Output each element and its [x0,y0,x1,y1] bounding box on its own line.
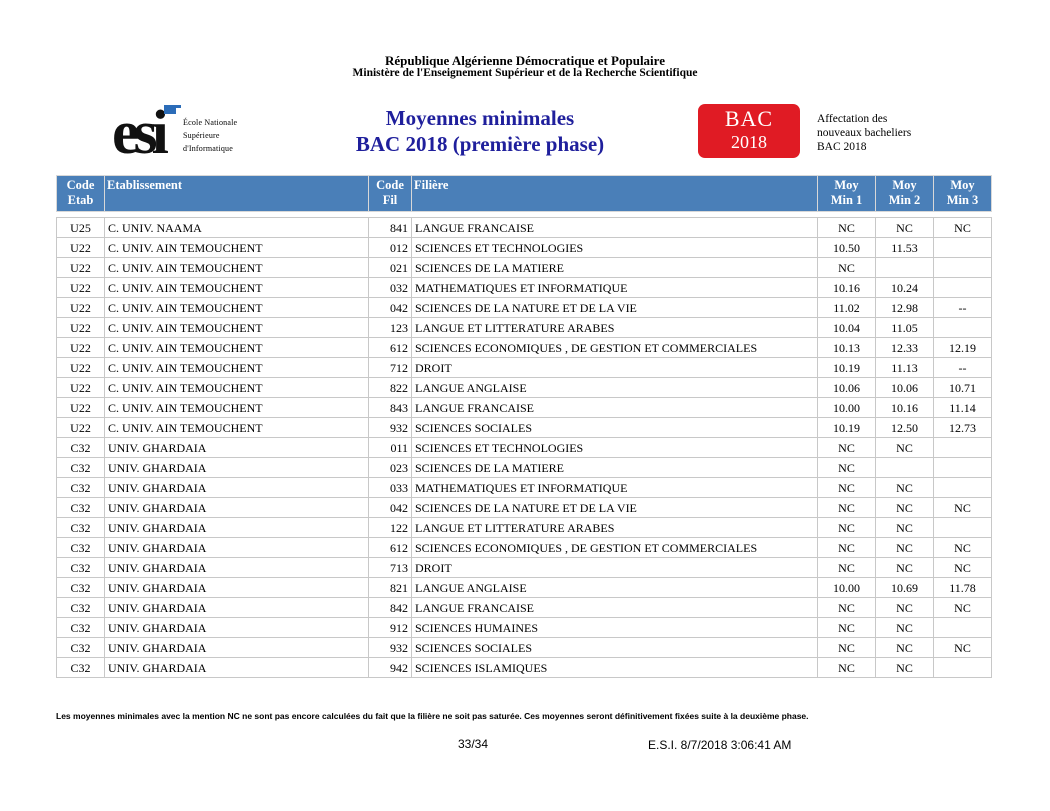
cell-moy-min-3 [934,518,992,538]
cell-filiere: LANGUE FRANCAISE [412,398,818,418]
cell-moy-min-2: NC [876,558,934,578]
table-row [57,318,992,338]
cell-code-etab: U22 [57,258,105,278]
cell-etablissement: UNIV. GHARDAIA [105,458,369,478]
cell-code-fil: 841 [369,218,412,238]
table-row [57,638,992,658]
cell-moy-min-3 [934,238,992,258]
col-code-etab: Code Etab [57,176,105,212]
table-row [57,298,992,318]
cell-filiere: SCIENCES DE LA MATIERE [412,258,818,278]
table-body [57,212,992,678]
cell-etablissement: C. UNIV. AIN TEMOUCHENT [105,298,369,318]
cell-filiere: LANGUE ET LITTERATURE ARABES [412,318,818,338]
cell-moy-min-1: NC [818,478,876,498]
cell-code-fil: 011 [369,438,412,458]
cell-moy-min-2 [876,458,934,478]
table-row [57,538,992,558]
col-moy-min-2: Moy Min 2 [876,176,934,212]
cell-code-fil: 942 [369,658,412,678]
cell-moy-min-1: NC [818,598,876,618]
table-row [57,218,992,238]
page-subtitle: BAC 2018 (première phase) [355,132,605,156]
svg-text:esi: esi [112,103,163,159]
cell-etablissement: UNIV. GHARDAIA [105,578,369,598]
cell-etablissement: UNIV. GHARDAIA [105,658,369,678]
cell-moy-min-3: 11.78 [934,578,992,598]
affectation-line: nouveaux bacheliers [817,127,912,139]
cell-moy-min-1: 10.00 [818,578,876,598]
table-row [57,658,992,678]
cell-moy-min-2: 12.98 [876,298,934,318]
cell-code-etab: C32 [57,558,105,578]
logo-line: École Nationale [183,118,238,127]
cell-code-fil: 842 [369,598,412,618]
cell-code-fil: 612 [369,338,412,358]
cell-moy-min-1: 10.04 [818,318,876,338]
table-row [57,338,992,358]
cell-code-etab: U22 [57,398,105,418]
cell-code-fil: 023 [369,458,412,478]
cell-moy-min-2: NC [876,478,934,498]
cell-code-fil: 612 [369,538,412,558]
logo-text [183,116,237,155]
cell-code-etab: C32 [57,578,105,598]
cell-code-fil: 712 [369,358,412,378]
cell-moy-min-1: NC [818,218,876,238]
table-row [57,358,992,378]
cell-etablissement: C. UNIV. AIN TEMOUCHENT [105,338,369,358]
table-row [57,398,992,418]
cell-moy-min-2: NC [876,598,934,618]
cell-moy-min-3: -- [934,358,992,378]
cell-filiere: SCIENCES SOCIALES [412,638,818,658]
cell-code-fil: 713 [369,558,412,578]
cell-code-etab: U22 [57,338,105,358]
table-row [57,498,992,518]
cell-moy-min-2: 10.06 [876,378,934,398]
cell-moy-min-1: 10.19 [818,358,876,378]
col-code-fil: Code Fil [369,176,412,212]
cell-moy-min-1: 11.02 [818,298,876,318]
cell-etablissement: C. UNIV. AIN TEMOUCHENT [105,378,369,398]
cell-code-etab: U22 [57,418,105,438]
table-row [57,278,992,298]
cell-moy-min-1: NC [818,538,876,558]
cell-code-fil: 932 [369,418,412,438]
cell-moy-min-1: 10.06 [818,378,876,398]
cell-filiere: SCIENCES DE LA NATURE ET DE LA VIE [412,498,818,518]
cell-moy-min-1: NC [818,658,876,678]
col-moy-min-3: Moy Min 3 [934,176,992,212]
cell-moy-min-3: NC [934,558,992,578]
cell-code-etab: C32 [57,618,105,638]
cell-code-fil: 042 [369,298,412,318]
cell-moy-min-3: NC [934,638,992,658]
cell-code-fil: 822 [369,378,412,398]
cell-moy-min-3: NC [934,498,992,518]
cell-moy-min-1: NC [818,498,876,518]
cell-etablissement: UNIV. GHARDAIA [105,598,369,618]
cell-moy-min-1: NC [818,638,876,658]
table-row [57,558,992,578]
cell-etablissement: C. UNIV. AIN TEMOUCHENT [105,318,369,338]
cell-moy-min-2: 10.24 [876,278,934,298]
cell-moy-min-3: 11.14 [934,398,992,418]
cell-etablissement: C. UNIV. AIN TEMOUCHENT [105,358,369,378]
bac-badge-label: BAC [724,106,774,131]
cell-moy-min-1: 10.50 [818,238,876,258]
cell-moy-min-1: 10.16 [818,278,876,298]
cell-moy-min-1: NC [818,458,876,478]
cell-moy-min-2: NC [876,658,934,678]
cell-filiere: SCIENCES ISLAMIQUES [412,658,818,678]
cell-code-etab: U22 [57,298,105,318]
cell-moy-min-2: NC [876,518,934,538]
bac-badge [698,104,800,158]
cell-moy-min-3 [934,658,992,678]
cell-filiere: SCIENCES ET TECHNOLOGIES [412,438,818,458]
cell-moy-min-3 [934,258,992,278]
table-row [57,238,992,258]
cell-filiere: LANGUE ANGLAISE [412,378,818,398]
cell-code-fil: 843 [369,398,412,418]
cell-moy-min-2: 11.53 [876,238,934,258]
cell-code-etab: U22 [57,358,105,378]
cell-moy-min-3: 12.73 [934,418,992,438]
cell-code-fil: 033 [369,478,412,498]
cell-etablissement: C. UNIV. AIN TEMOUCHENT [105,278,369,298]
cell-filiere: SCIENCES ECONOMIQUES , DE GESTION ET COMMERCIALES [412,338,818,358]
table-row [57,438,992,458]
table-row [57,478,992,498]
table-row [57,618,992,638]
cell-moy-min-3 [934,478,992,498]
cell-moy-min-3: NC [934,598,992,618]
cell-filiere: SCIENCES SOCIALES [412,418,818,438]
cell-moy-min-3: NC [934,538,992,558]
cell-code-fil: 122 [369,518,412,538]
cell-moy-min-2: 12.33 [876,338,934,358]
cell-moy-min-1: 10.13 [818,338,876,358]
cell-filiere: MATHEMATIQUES ET INFORMATIQUE [412,278,818,298]
cell-moy-min-3 [934,618,992,638]
cell-code-etab: U22 [57,278,105,298]
cell-moy-min-2: 10.16 [876,398,934,418]
cell-code-fil: 912 [369,618,412,638]
cell-filiere: SCIENCES ECONOMIQUES , DE GESTION ET COMMERCIALES [412,538,818,558]
cell-etablissement: UNIV. GHARDAIA [105,498,369,518]
cell-moy-min-2: NC [876,618,934,638]
cell-etablissement: UNIV. GHARDAIA [105,438,369,458]
cell-code-fil: 012 [369,238,412,258]
cell-code-fil: 032 [369,278,412,298]
bac-badge-year: 2018 [731,132,767,152]
cell-etablissement: C. UNIV. AIN TEMOUCHENT [105,258,369,278]
cell-code-etab: C32 [57,438,105,458]
cell-moy-min-3: -- [934,298,992,318]
cell-code-etab: U22 [57,378,105,398]
affectation-line: Affectation des [817,113,888,125]
cell-moy-min-3: 12.19 [934,338,992,358]
cell-code-etab: C32 [57,658,105,678]
cell-etablissement: UNIV. GHARDAIA [105,558,369,578]
logo-line: Supérieure [183,131,220,140]
cell-filiere: LANGUE ET LITTERATURE ARABES [412,518,818,538]
cell-code-etab: C32 [57,518,105,538]
cell-filiere: SCIENCES DE LA MATIERE [412,458,818,478]
table-header-row [57,176,992,212]
table-row [57,378,992,398]
cell-code-etab: C32 [57,538,105,558]
cell-code-fil: 042 [369,498,412,518]
results-table [56,175,992,678]
col-etablissement: Etablissement [105,176,369,212]
cell-etablissement: C. UNIV. AIN TEMOUCHENT [105,418,369,438]
table-row [57,458,992,478]
print-timestamp: E.S.I. 8/7/2018 3:06:41 AM [648,738,792,752]
col-filiere: Filière [412,176,818,212]
cell-moy-min-3 [934,318,992,338]
cell-moy-min-2 [876,258,934,278]
cell-etablissement: UNIV. GHARDAIA [105,518,369,538]
cell-moy-min-1: NC [818,518,876,538]
page-title: Moyennes minimales [385,106,575,130]
cell-moy-min-2: NC [876,438,934,458]
cell-etablissement: C. UNIV. AIN TEMOUCHENT [105,238,369,258]
cell-filiere: LANGUE FRANCAISE [412,598,818,618]
cell-filiere: SCIENCES DE LA NATURE ET DE LA VIE [412,298,818,318]
cell-code-etab: C32 [57,498,105,518]
cell-filiere: DROIT [412,358,818,378]
cell-moy-min-2: NC [876,218,934,238]
ministry-heading: Ministère de l'Enseignement Supérieur et de la Recherche Scientifique [352,67,698,79]
cell-filiere: LANGUE FRANCAISE [412,218,818,238]
cell-etablissement: C. UNIV. AIN TEMOUCHENT [105,398,369,418]
cell-moy-min-3 [934,458,992,478]
cell-etablissement: C. UNIV. NAAMA [105,218,369,238]
affectation-note [817,112,911,154]
cell-filiere: MATHEMATIQUES ET INFORMATIQUE [412,478,818,498]
cell-moy-min-2: 11.13 [876,358,934,378]
cell-moy-min-3 [934,438,992,458]
cell-moy-min-3: NC [934,218,992,238]
cell-filiere: SCIENCES HUMAINES [412,618,818,638]
cell-moy-min-1: NC [818,258,876,278]
col-moy-min-1: Moy Min 1 [818,176,876,212]
cell-etablissement: UNIV. GHARDAIA [105,478,369,498]
cell-filiere: SCIENCES ET TECHNOLOGIES [412,238,818,258]
cell-code-fil: 932 [369,638,412,658]
republic-heading: République Algérienne Démocratique et Populaire [385,53,665,68]
cell-code-fil: 821 [369,578,412,598]
cell-code-etab: C32 [57,478,105,498]
cell-filiere: DROIT [412,558,818,578]
cell-code-fil: 123 [369,318,412,338]
cell-moy-min-2: NC [876,498,934,518]
cell-etablissement: UNIV. GHARDAIA [105,618,369,638]
cell-moy-min-2: 10.69 [876,578,934,598]
cell-code-fil: 021 [369,258,412,278]
cell-code-etab: C32 [57,458,105,478]
cell-moy-min-3: 10.71 [934,378,992,398]
table-row [57,578,992,598]
table-row [57,518,992,538]
cell-moy-min-2: NC [876,538,934,558]
page-number: 33/34 [458,737,489,751]
cell-moy-min-1: NC [818,438,876,458]
footer-note: Les moyennes minimales avec la mention NC ne sont pas encore calculées du fait que la filière ne soit pas saturée. Ces moyennes seront définitivement fixées suite à la deuxième phase. [56,711,809,721]
cell-etablissement: UNIV. GHARDAIA [105,638,369,658]
table-row [57,598,992,618]
cell-code-etab: C32 [57,638,105,658]
cell-moy-min-1: 10.19 [818,418,876,438]
cell-moy-min-3 [934,278,992,298]
cell-code-etab: C32 [57,598,105,618]
cell-moy-min-1: NC [818,558,876,578]
affectation-line: BAC 2018 [817,141,867,153]
cell-moy-min-1: 10.00 [818,398,876,418]
cell-etablissement: UNIV. GHARDAIA [105,538,369,558]
cell-code-etab: U22 [57,318,105,338]
table-row [57,258,992,278]
logo-line: d'Informatique [183,144,234,153]
cell-moy-min-1: NC [818,618,876,638]
cell-code-etab: U25 [57,218,105,238]
table-row [57,418,992,438]
cell-moy-min-2: NC [876,638,934,658]
cell-moy-min-2: 12.50 [876,418,934,438]
cell-filiere: LANGUE ANGLAISE [412,578,818,598]
cell-code-etab: U22 [57,238,105,258]
cell-moy-min-2: 11.05 [876,318,934,338]
